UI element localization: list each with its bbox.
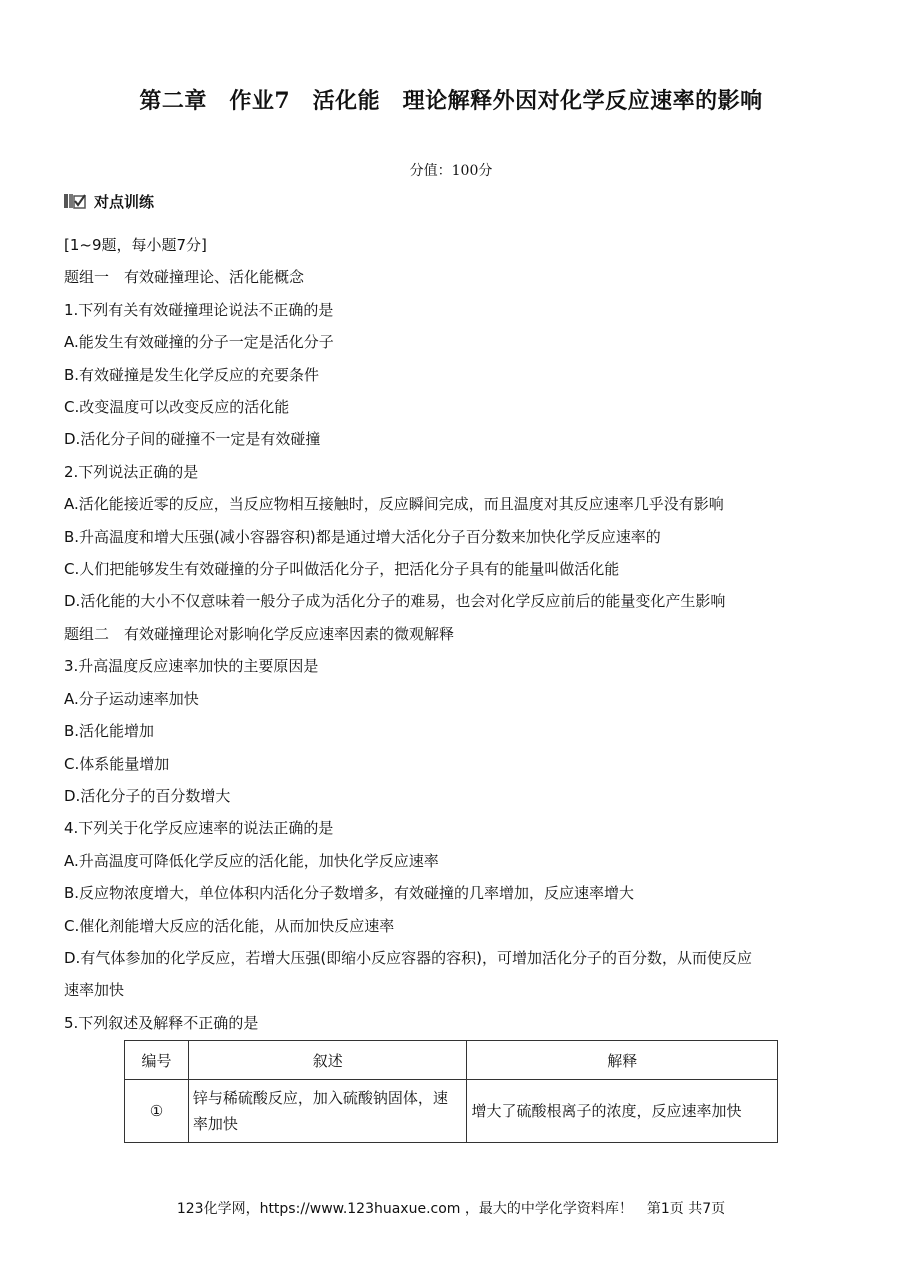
answer-option-continuation: 速率加快: [64, 981, 125, 1000]
section-header: [64, 190, 154, 212]
answer-option: C.催化剂能增大反应的活化能，从而加快反应速率: [64, 916, 395, 935]
answer-option: C.人们把能够发生有效碰撞的分子叫做活化分子，把活化分子具有的能量叫做活化能: [64, 560, 620, 579]
answer-option: B.升高温度和增大压强(减小容器容积)都是通过增大活化分子百分数来加快化学反应速率的: [64, 527, 661, 546]
question-stem: 1.下列有关有效碰撞理论说法不正确的是: [64, 300, 334, 319]
question-stem: 4.下列关于化学反应速率的说法正确的是: [64, 819, 334, 838]
page-footer: 123化学网，https://www.123huaxue.com ，最大的中学化学资料库！ 第1页 共7页: [176, 1201, 726, 1217]
cell-number: ①: [125, 1080, 189, 1143]
answer-option: B.反应物浓度增大，单位体积内活化分子数增多，有效碰撞的几率增加，反应速率增大: [64, 884, 635, 903]
question-5-table: [124, 1040, 778, 1143]
page-title: 第二章 作业7 活化能 理论解释外因对化学反应速率的影响: [139, 88, 763, 114]
checklist-icon: [64, 193, 86, 209]
answer-option: C.体系能量增加: [64, 754, 170, 773]
group-heading: 题组一 有效碰撞理论、活化能概念: [64, 268, 305, 287]
answer-option: A.分子运动速率加快: [64, 689, 199, 708]
answer-option: B.有效碰撞是发生化学反应的充要条件: [64, 365, 320, 384]
answer-option: A.升高温度可降低化学反应的活化能，加快化学反应速率: [64, 851, 439, 870]
group-heading: 题组二 有效碰撞理论对影响化学反应速率因素的微观解释: [64, 624, 455, 643]
table-header-row: [125, 1041, 778, 1080]
column-header-explanation: 解释: [467, 1041, 778, 1080]
question-stem: 5.下列叙述及解释不正确的是: [64, 1013, 259, 1032]
question-stem: 3.升高温度反应速率加快的主要原因是: [64, 657, 319, 676]
section-label: 对点训练: [94, 192, 155, 211]
cell-explanation: 增大了硫酸根离子的浓度，反应速率加快: [467, 1080, 778, 1143]
question-body: [64, 229, 834, 1039]
answer-option: A.活化能接近零的反应，当反应物相互接触时，反应瞬间完成，而且温度对其反应速率几乎没有影响: [64, 495, 724, 514]
score-label: 分值：100分: [409, 163, 493, 179]
answer-option: B.活化能增加: [64, 722, 155, 741]
question-stem: 2.下列说法正确的是: [64, 462, 199, 481]
cell-statement: 锌与稀硫酸反应，加入硫酸钠固体，速率加快: [188, 1080, 467, 1143]
answer-option: D.活化能的大小不仅意味着一般分子成为活化分子的难易，也会对化学反应前后的能量变化产生影响: [64, 592, 726, 611]
table-row: [125, 1080, 778, 1143]
answer-option: D.活化分子的百分数增大: [64, 786, 231, 805]
column-header-number: 编号: [125, 1041, 189, 1080]
answer-option: D.有气体参加的化学反应，若增大压强(即缩小反应容器的容积)，可增加活化分子的百分数，从而使反应: [64, 948, 753, 967]
answer-option: C.改变温度可以改变反应的活化能: [64, 398, 290, 417]
answer-option: A.能发生有效碰撞的分子一定是活化分子: [64, 333, 334, 352]
instruction-line: [1~9题，每小题7分]: [64, 236, 207, 254]
answer-option: D.活化分子间的碰撞不一定是有效碰撞: [64, 430, 321, 449]
column-header-statement: 叙述: [188, 1041, 467, 1080]
